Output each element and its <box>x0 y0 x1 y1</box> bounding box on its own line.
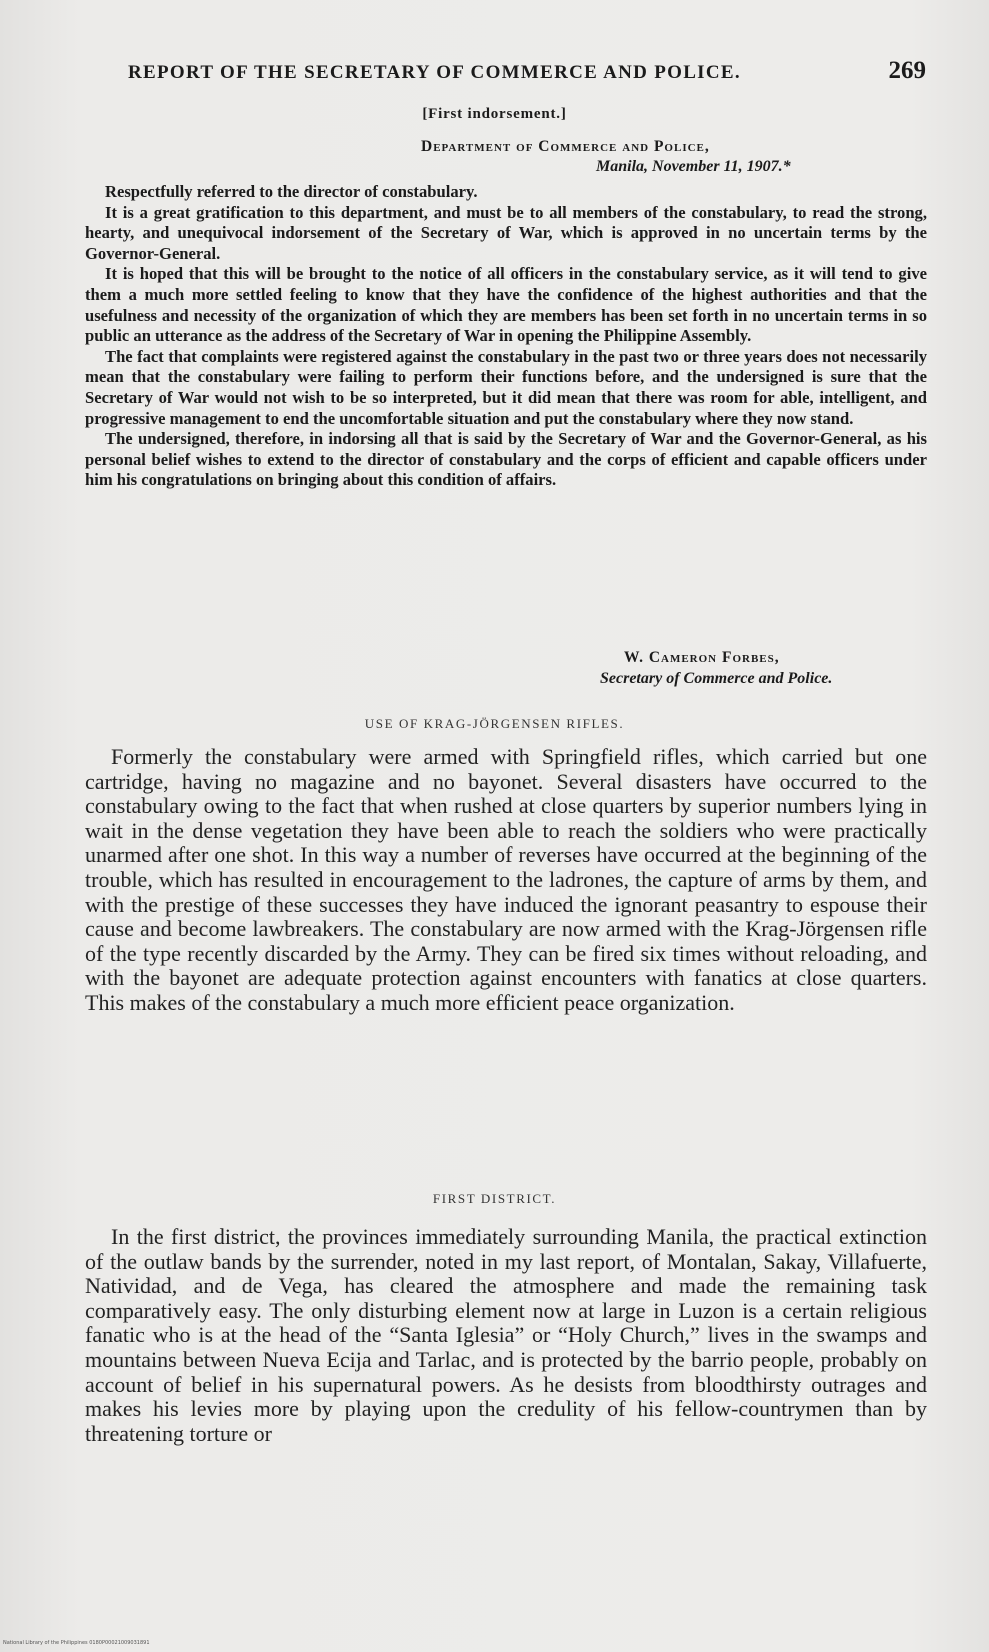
indorsement-paragraph: The undersigned, therefore, in indorsing all that is said by the Secretary of War and the Governor-General, as his personal belief wishes to extend to the director of constabulary and the corps of efficient and capable officers under him his congratulations on bringing about this condition of affairs. <box>85 429 927 490</box>
dateline: Manila, November 11, 1907.* <box>596 158 791 175</box>
signature-title: Secretary of Commerce and Police. <box>600 670 833 687</box>
page-number: 269 <box>888 57 926 84</box>
indorsement-paragraph: The fact that complaints were registered against the constabulary in the past two or three years does not necessarily mean that the constabulary were failing to perform their functions before, and the undersigned is sure that the Secretary of War would not wish to be so interpreted, but it did mean that there was room for able, intelligent, and progressive management to end the uncomfortable situation and put the constabulary where they now stand. <box>85 346 927 428</box>
indorsement-body <box>85 182 927 491</box>
indorsement-paragraph: It is a great gratification to this department, and must be to all members of the constabulary, to read the strong, hearty, and unequivocal indorsement of the Secretary of War, which is approved in no uncertain terms by the Governor-General. <box>85 202 927 263</box>
department-line: Department of Commerce and Police, <box>421 138 710 155</box>
indorsement-label: [First indorsement.] <box>422 106 567 122</box>
body-paragraph: In the first district, the provinces immediately surrounding Manila, the practical extinction of the outlaw bands by the surrender, noted in my last report, of Montalan, Sakay, Villafuerte, Natividad, and de Vega, has cleared the atmosphere and made the remaining task comparatively easy. The only disturbing element now at large in Luzon is a certain religious fanatic who is at the head of the “Santa Iglesia” or “Holy Church,” lives in the swamps and mountains between Nueva Ecija and Tarlac, and is protected by the barrio people, probably on account of belief in his supernatural powers. As he desists from bloodthirsty outrages and makes his levies more by playing upon the credulity of his fellow-countrymen than by threatening torture or <box>85 1224 927 1446</box>
section-body-rifles <box>85 745 927 1016</box>
indorsement-paragraph: Respectfully referred to the director of constabulary. <box>105 182 478 201</box>
indorsement-paragraph: It is hoped that this will be brought to the notice of all officers in the constabulary service, as it will tend to give them a much more settled feeling to know that they have the confidence of the highest authorities and that the usefulness and necessity of the organization of which they are members has been set forth in no uncertain terms in so public an utterance as the address of the Secretary of War in opening the Philippine Assembly. <box>85 264 927 346</box>
body-paragraph: Formerly the constabulary were armed with Springfield rifles, which carried but one cartridge, having no magazine and no bayonet. Several disasters have occurred to the constabulary owing to the fact that when rushed at close quarters by superior numbers lying in wait in the dense vegetation they have been able to reach the soldiers who were practically unarmed after one shot. In this way a number of reverses have occurred at the beginning of the trouble, which has resulted in encouragement to the ladrones, the capture of arms by them, and with the prestige of these successes they have induced the ignorant peasantry to espouse their cause and become lawbreakers. The constabulary are now armed with the Krag-Jörgensen rifle of the type recently discarded by the Army. They can be fired six times without reloading, and with the bayonet are adequate protection against encounters with fanatics at close quarters. This makes of the constabulary a much more efficient peace organization. <box>85 744 927 1015</box>
running-head: REPORT OF THE SECRETARY OF COMMERCE AND POLICE. <box>128 62 741 83</box>
section-heading-first-district: FIRST DISTRICT. <box>432 1191 557 1206</box>
section-heading-rifles: USE OF KRAG-JÖRGENSEN RIFLES. <box>364 716 625 731</box>
scan-footer: National Library of the Philippines 0180P00021009031891 <box>3 1640 150 1646</box>
signature-name: W. Cameron Forbes, <box>624 649 780 666</box>
section-body-first-district <box>85 1225 927 1446</box>
page-header <box>128 57 928 85</box>
